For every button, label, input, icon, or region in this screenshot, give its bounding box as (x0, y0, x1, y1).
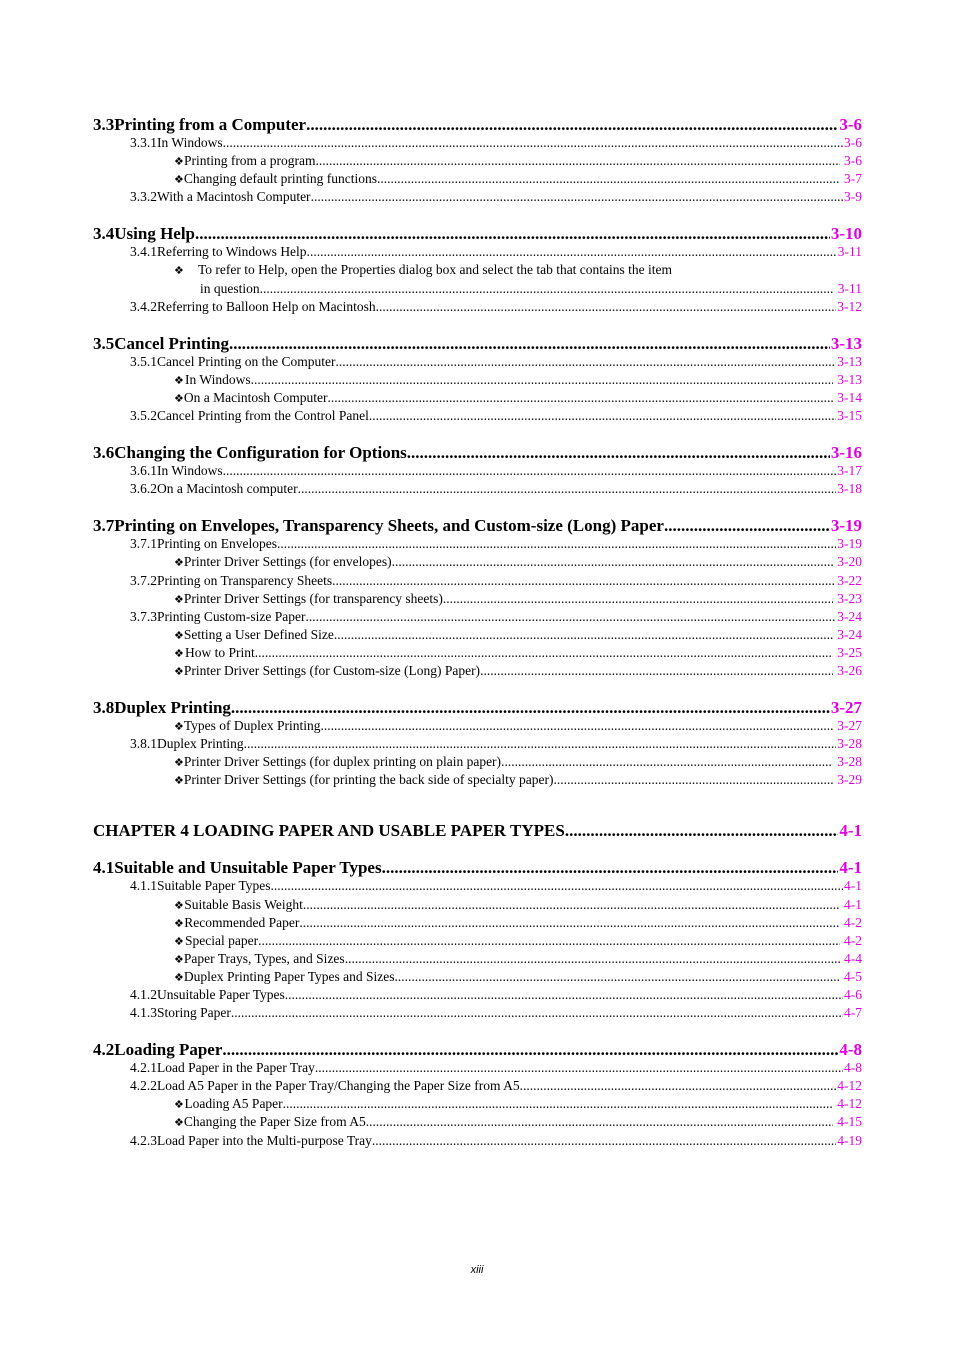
dot-leader (565, 821, 839, 840)
page-number: xiii (470, 1264, 484, 1276)
toc-entry-number: 3.8 (93, 698, 115, 718)
toc-entry-label: Printer Driver Settings (for Custom-size (Long) Paper) (183, 662, 481, 678)
toc-entry[interactable] (93, 1040, 862, 1059)
toc-entry-page[interactable]: 3-10 (830, 224, 862, 244)
toc-entry-label: Referring to Balloon Help on Macintosh (157, 298, 376, 314)
dot-leader (501, 753, 833, 771)
dot-leader (315, 1059, 843, 1077)
toc-entry-page[interactable]: 3-11 (837, 244, 862, 260)
toc-entry-page[interactable]: 3-19 (837, 536, 862, 552)
dot-leader (231, 698, 830, 717)
toc-entry-page[interactable]: 3-6 (844, 135, 862, 150)
toc-entry-label: Printer Driver Settings (for envelopes) (183, 554, 392, 570)
toc-entry-number: 3.4 (93, 224, 115, 244)
toc-entry[interactable] (93, 535, 862, 553)
toc-entry-page[interactable]: 4-4 (844, 950, 862, 966)
toc-entry[interactable] (93, 896, 862, 914)
dot-leader (327, 389, 833, 407)
toc-entry[interactable] (93, 261, 862, 279)
toc-entry-label: Unsuitable Paper Types (157, 987, 285, 1002)
toc-entry-label: To refer to Help, open the Properties dialog box and select the tab that contains the item (198, 262, 673, 278)
dot-leader (263, 280, 834, 298)
toc-entry-page[interactable]: 3-18 (837, 481, 862, 497)
diamond-bullet-icon: ❖ (174, 952, 184, 966)
toc-entry-label: Special paper (185, 932, 259, 948)
toc-entry-label: In Windows (185, 371, 251, 387)
diamond-bullet-icon: ❖ (174, 646, 184, 660)
toc-entry-number: 3.5.2 (130, 408, 157, 424)
toc-entry-page[interactable]: 3-6 (844, 153, 862, 169)
diamond-bullet-icon: ❖ (174, 155, 184, 169)
toc-entry[interactable] (93, 115, 862, 134)
dot-leader (382, 858, 839, 877)
toc-entry-page[interactable]: 3-14 (837, 389, 862, 405)
toc-entry-label: With a Macintosh Computer (157, 189, 311, 205)
toc-entry-label: Types of Duplex Printing (183, 718, 321, 734)
diamond-bullet-icon: ❖ (174, 1116, 184, 1130)
toc-entry-number: 4.2.1 (130, 1060, 157, 1076)
toc-entry-label: Printing on Envelopes (157, 536, 277, 552)
dot-leader (395, 968, 840, 986)
dot-leader (335, 353, 836, 371)
toc-entry-page[interactable]: 4-12 (837, 1096, 862, 1112)
toc-entry-label: Printing Custom-size Paper (157, 608, 306, 624)
toc-entry-page[interactable]: 4-12 (837, 1078, 862, 1094)
toc-entry[interactable] (93, 371, 862, 389)
table-of-contents (93, 115, 862, 1150)
toc-entry-label: Suitable Basis Weight (184, 896, 303, 912)
toc-entry-label: Printer Driver Settings (for transparency sheets) (183, 590, 443, 606)
toc-entry[interactable] (93, 443, 862, 462)
dot-leader (311, 188, 843, 206)
toc-entry-label: Printing on Envelopes, Transparency Sheets, and Custom-size (Long) Paper (114, 516, 664, 536)
toc-entry-label: In Windows (157, 463, 223, 479)
toc-entry[interactable] (93, 188, 862, 206)
diamond-bullet-icon: ❖ (174, 391, 184, 405)
toc-entry-number: 3.3.2 (130, 189, 157, 205)
toc-entry-page[interactable]: 3-23 (837, 590, 862, 606)
toc-entry-label: Duplex Printing (157, 736, 244, 752)
toc-entry-page[interactable]: 4-1 (839, 821, 862, 841)
toc-entry-number: 3.5.1 (130, 353, 157, 369)
dot-leader (283, 1095, 834, 1113)
toc-entry-page[interactable]: 3-9 (844, 189, 862, 205)
diamond-bullet-icon: ❖ (174, 774, 184, 788)
toc-entry-page[interactable]: 3-19 (830, 516, 862, 536)
dot-leader (251, 371, 834, 389)
toc-entry-page[interactable]: 3-7 (844, 171, 862, 187)
toc-entry[interactable] (93, 1132, 862, 1150)
diamond-bullet-icon: ❖ (174, 264, 184, 278)
toc-entry[interactable] (93, 735, 862, 753)
toc-entry-label: Printing from a program (183, 153, 316, 169)
toc-entry-page[interactable]: 3-24 (837, 608, 862, 624)
toc-entry-label: Changing the Configuration for Options (114, 443, 407, 463)
dot-leader (195, 224, 830, 243)
toc-entry-page[interactable]: 4-5 (844, 968, 862, 984)
toc-entry[interactable] (93, 134, 862, 152)
toc-entry-number: 3.5 (93, 333, 115, 353)
toc-entry[interactable] (93, 170, 862, 188)
dot-leader (392, 553, 834, 571)
diamond-bullet-icon: ❖ (174, 556, 184, 570)
diamond-bullet-icon: ❖ (174, 173, 184, 187)
toc-entry[interactable] (93, 932, 862, 950)
toc-entry-label: Printing on Transparency Sheets (157, 572, 333, 588)
diamond-bullet-icon: ❖ (174, 373, 184, 387)
toc-entry-label: Cancel Printing on the Computer (157, 353, 336, 369)
dot-leader (255, 644, 834, 662)
dot-leader (277, 535, 836, 553)
diamond-bullet-icon: ❖ (174, 756, 184, 770)
toc-entry-number: 4.1.2 (130, 987, 157, 1002)
toc-entry[interactable] (93, 590, 862, 608)
toc-entry-page[interactable]: 3-15 (837, 408, 862, 424)
toc-entry-label: Printer Driver Settings (for duplex printing on plain paper) (183, 754, 502, 770)
dot-leader (285, 986, 843, 1004)
toc-entry[interactable] (93, 243, 862, 261)
dot-leader (377, 170, 840, 188)
toc-entry-page[interactable]: 3-16 (830, 443, 862, 463)
toc-entry-label: in question. (200, 280, 263, 296)
toc-entry-number: 3.6 (93, 443, 115, 463)
dot-leader (345, 950, 840, 968)
toc-entry-label: Changing default printing functions (183, 171, 377, 187)
toc-entry[interactable] (93, 1113, 862, 1131)
dot-leader (310, 243, 837, 261)
toc-entry-page[interactable]: 4-6 (844, 987, 862, 1002)
toc-entry[interactable] (93, 1077, 862, 1095)
toc-entry-label: Setting a User Defined Size (183, 626, 334, 642)
toc-entry[interactable] (93, 152, 862, 170)
toc-entry-label: Recommended Paper (184, 914, 300, 930)
toc-entry-label: Load Paper in the Paper Tray (157, 1060, 315, 1076)
toc-entry-number: 4.2.3 (130, 1132, 157, 1148)
toc-entry-label: On a Macintosh computer (157, 481, 298, 497)
toc-entry-label: On a Macintosh Computer (183, 389, 328, 405)
dot-leader (316, 152, 840, 170)
toc-entry[interactable] (93, 389, 862, 407)
diamond-bullet-icon: ❖ (174, 1098, 184, 1112)
toc-entry-number: 4.2.2 (130, 1078, 157, 1094)
diamond-bullet-icon: ❖ (174, 934, 184, 948)
diamond-bullet-icon: ❖ (174, 628, 184, 642)
toc-entry-label: Loading A5 Paper (184, 1096, 283, 1112)
toc-entry[interactable] (93, 698, 862, 717)
toc-entry[interactable] (93, 280, 862, 298)
toc-entry-number: 3.8.1 (130, 736, 157, 752)
toc-entry-page[interactable]: 3-26 (837, 662, 862, 678)
dot-leader (303, 896, 840, 914)
toc-entry-page[interactable]: 4-2 (844, 932, 862, 948)
toc-entry[interactable] (93, 462, 862, 480)
toc-entry-page[interactable]: 3-22 (837, 572, 862, 588)
toc-entry-page[interactable]: 3-17 (837, 463, 862, 479)
toc-entry-label: Changing the Paper Size from A5 (183, 1114, 366, 1130)
toc-entry-number: 4.1.3 (130, 1005, 157, 1021)
toc-entry-number: 3.7.3 (130, 608, 157, 624)
toc-entry-page[interactable]: 3-6 (839, 115, 862, 134)
diamond-bullet-icon: ❖ (174, 664, 184, 678)
toc-entry-number: 4.1 (93, 858, 115, 878)
toc-entry-page[interactable]: 4-1 (844, 896, 862, 912)
dot-leader (334, 626, 833, 644)
dot-leader (443, 590, 833, 608)
toc-entry[interactable] (93, 644, 862, 662)
dot-leader (298, 480, 837, 498)
toc-entry[interactable] (93, 950, 862, 968)
dot-leader (271, 877, 843, 895)
toc-entry-page[interactable]: 3-29 (837, 772, 862, 788)
toc-entry[interactable] (93, 353, 862, 371)
dot-leader (480, 662, 833, 680)
toc-entry-page[interactable]: 3-25 (837, 644, 862, 660)
toc-entry-label: Printing from a Computer (114, 115, 307, 134)
toc-entry[interactable] (93, 1095, 862, 1113)
dot-leader (223, 134, 843, 152)
toc-entry-number: 3.3 (93, 115, 115, 134)
diamond-bullet-icon: ❖ (174, 970, 184, 984)
diamond-bullet-icon: ❖ (174, 592, 184, 606)
toc-entry-page[interactable]: 4-8 (839, 1040, 862, 1060)
toc-entry[interactable] (93, 572, 862, 590)
toc-entry[interactable] (93, 771, 862, 789)
toc-entry-page[interactable]: 4-1 (839, 858, 862, 878)
toc-entry-label: How to Print (184, 644, 255, 660)
toc-entry-page[interactable]: 3-28 (837, 736, 862, 752)
toc-entry-page[interactable]: 3-12 (837, 298, 862, 314)
dot-leader (407, 443, 830, 462)
toc-entry[interactable] (93, 968, 862, 986)
toc-entry[interactable] (93, 858, 862, 877)
toc-entry[interactable] (93, 753, 862, 771)
toc-entry-number: 3.6.1 (130, 463, 157, 479)
toc-entry[interactable] (93, 877, 862, 895)
toc-entry-label: Printer Driver Settings (for printing the back side of specialty paper) (183, 772, 554, 788)
toc-entry[interactable] (93, 914, 862, 932)
toc-entry[interactable] (93, 717, 862, 735)
toc-entry-label: Loading Paper (114, 1040, 223, 1060)
toc-entry-page[interactable]: 3-13 (837, 371, 862, 387)
dot-leader (229, 334, 830, 353)
toc-entry-label: Duplex Printing Paper Types and Sizes (183, 968, 395, 984)
toc-entry-label: Load Paper into the Multi-purpose Tray (157, 1132, 372, 1148)
toc-entry-number: 4.1.1 (130, 878, 157, 894)
dot-leader (376, 298, 837, 316)
diamond-bullet-icon: ❖ (174, 898, 184, 912)
toc-entry[interactable] (93, 608, 862, 626)
toc-entry[interactable] (93, 298, 862, 316)
toc-entry-page[interactable]: 4-7 (844, 1005, 862, 1021)
toc-entry-label: Storing Paper (157, 1005, 231, 1021)
toc-entry-label: Using Help (114, 224, 196, 244)
toc-entry[interactable] (93, 1004, 862, 1022)
toc-entry-label: Cancel Printing from the Control Panel (157, 408, 369, 424)
toc-entry[interactable] (93, 1059, 862, 1077)
dot-leader (321, 717, 834, 735)
toc-entry-label: Duplex Printing (114, 698, 231, 718)
toc-entry[interactable] (93, 662, 862, 680)
dot-leader (520, 1077, 837, 1095)
toc-entry-label: In Windows (157, 135, 223, 150)
toc-entry-page[interactable]: 4-1 (844, 878, 862, 894)
toc-entry-number: 3.3.1 (130, 135, 157, 150)
dot-leader (372, 1132, 836, 1150)
toc-entry[interactable] (93, 407, 862, 425)
toc-entry-number: 3.4.2 (130, 298, 157, 314)
dot-leader (223, 462, 837, 480)
toc-entry-label: Cancel Printing (114, 333, 229, 353)
dot-leader (306, 608, 837, 626)
toc-entry[interactable] (93, 626, 862, 644)
dot-leader (258, 932, 840, 950)
toc-entry-page[interactable]: 4-19 (837, 1132, 862, 1148)
toc-entry-page[interactable]: 3-13 (830, 333, 862, 353)
dot-leader (332, 572, 836, 590)
diamond-bullet-icon: ❖ (174, 720, 184, 734)
toc-entry[interactable] (93, 986, 862, 1004)
toc-entry-number: 3.7.1 (130, 536, 157, 552)
toc-entry-page[interactable]: 3-11 (837, 280, 862, 296)
dot-leader (554, 771, 834, 789)
toc-entry-page[interactable]: 3-20 (837, 554, 862, 570)
toc-entry-label: Paper Trays, Types, and Sizes (183, 950, 345, 966)
toc-entry-label: Suitable and Unsuitable Paper Types (114, 858, 382, 878)
dot-leader (244, 735, 837, 753)
toc-entry-page[interactable]: 3-24 (837, 626, 862, 642)
toc-entry-number: 3.4.1 (130, 244, 157, 260)
toc-entry-number: 3.7.2 (130, 572, 157, 588)
dot-leader (299, 914, 840, 932)
toc-entry-number: 4.2 (93, 1040, 115, 1060)
toc-entry-page[interactable]: 4-15 (837, 1114, 862, 1130)
toc-entry-page[interactable]: 3-27 (837, 718, 862, 734)
toc-entry-page[interactable]: 4-2 (844, 914, 862, 930)
toc-entry-number: 3.6.2 (130, 481, 157, 497)
toc-entry-label: CHAPTER 4 LOADING PAPER AND USABLE PAPER TYPES (93, 821, 565, 841)
toc-entry-page[interactable]: 3-28 (837, 754, 862, 770)
toc-entry[interactable] (93, 553, 862, 571)
diamond-bullet-icon: ❖ (174, 916, 184, 930)
toc-entry[interactable] (93, 334, 862, 353)
toc-entry-label: Suitable Paper Types (157, 878, 271, 894)
dot-leader (366, 1113, 834, 1131)
toc-entry-number: 3.7 (93, 516, 115, 536)
toc-entry-label: Referring to Windows Help. (157, 244, 310, 260)
dot-leader (664, 516, 830, 535)
dot-leader (222, 1040, 838, 1059)
toc-entry-page[interactable]: 3-27 (830, 698, 862, 718)
toc-entry-page[interactable]: 4-8 (844, 1060, 862, 1076)
toc-entry[interactable] (93, 821, 862, 840)
toc-entry[interactable] (93, 516, 862, 535)
dot-leader (231, 1004, 843, 1022)
dot-leader (306, 115, 838, 134)
toc-entry[interactable] (93, 480, 862, 498)
dot-leader (369, 407, 836, 425)
toc-entry-page[interactable]: 3-13 (837, 353, 862, 369)
toc-entry[interactable] (93, 224, 862, 243)
toc-entry-label: Load A5 Paper in the Paper Tray/Changing the Paper Size from A5 (157, 1078, 520, 1094)
